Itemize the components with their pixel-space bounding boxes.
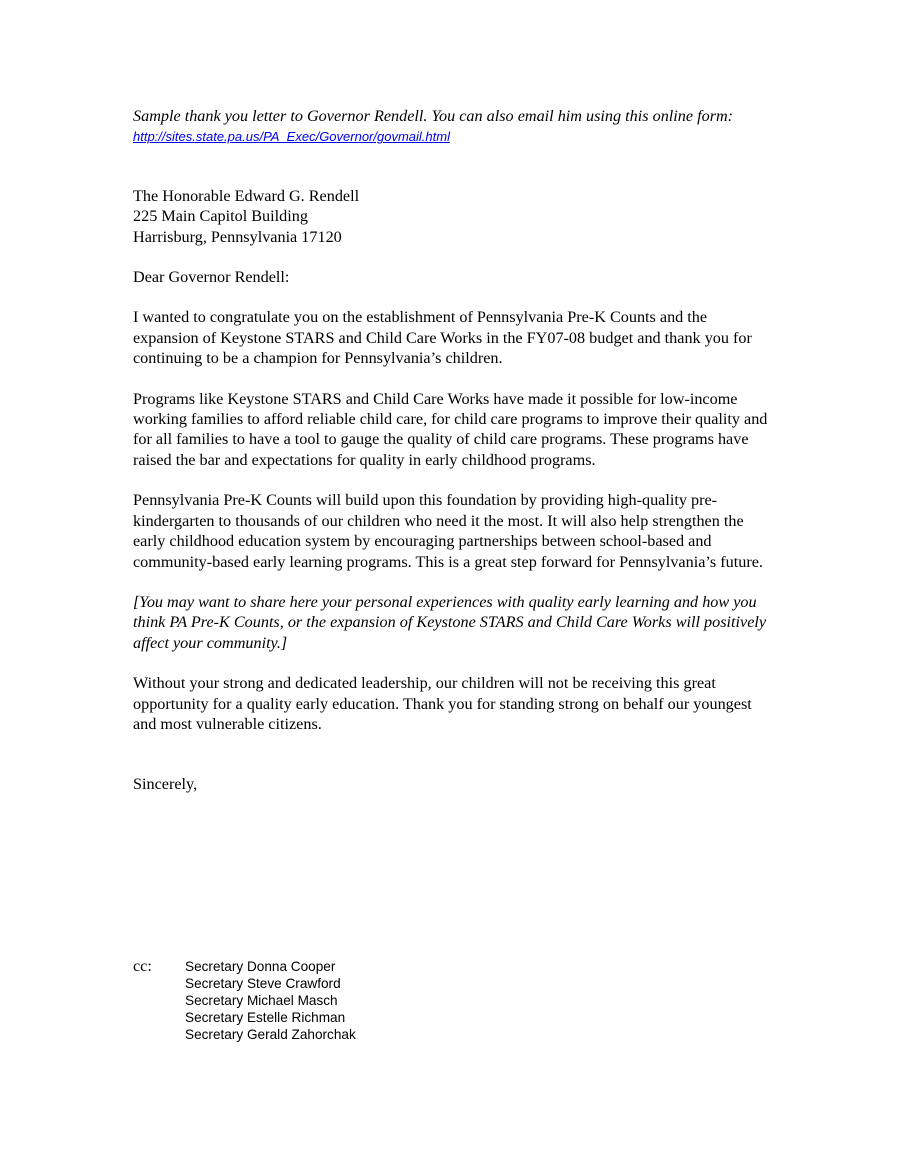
cc-recipient: Secretary Michael Masch (185, 993, 338, 1008)
paragraph-pre-k-counts: Pennsylvania Pre-K Counts will build upon this foundation by providing high-quality pre-kindergarten to thousands of our children who need it the most. It will also help strengthen the early childhood education system by encouraging partnerships between school-based and community-based early learning programs. This is a great step forward for Pennsylvania’s future. (133, 491, 763, 571)
cc-recipient: Secretary Steve Crawford (185, 976, 341, 991)
paragraph-leadership: Without your strong and dedicated leadership, our children will not be receiving this great opportunity for a quality early education. Thank you for standing strong on behalf our youngest and most vulnerable citizens. (133, 674, 752, 733)
intro-note (133, 106, 773, 148)
address-line-name: The Honorable Edward G. Rendell (133, 186, 360, 205)
address-line-street: 225 Main Capitol Building (133, 207, 308, 226)
address-line-city: Harrisburg, Pennsylvania 17120 (133, 227, 342, 246)
cc-label: cc: (133, 957, 152, 975)
paragraph-congratulations: I wanted to congratulate you on the establishment of Pennsylvania Pre-K Counts and the expansion of Keystone STARS and Child Care Works in the FY07-08 budget and thank you for continuing to be a champion for Pennsylvania’s children. (133, 308, 752, 368)
paragraph-programs: Programs like Keystone STARS and Child Care Works have made it possible for low-income working families to afford reliable child care, for child care programs to improve their quality and for all families to have a tool to gauge the quality of child care programs. These programs have raised the bar and expectations for quality in early childhood programs. (133, 389, 768, 469)
cc-recipient: Secretary Gerald Zahorchak (185, 1027, 356, 1042)
governor-email-link[interactable]: http://sites.state.pa.us/PA_Exec/Governor/govmail.html (133, 129, 450, 145)
cc-recipient: Secretary Estelle Richman (185, 1010, 346, 1025)
letter-content (133, 106, 773, 795)
paragraph-personal-experience-prompt: [You may want to share here your personal experiences with quality early learning and how you think PA Pre-K Counts, or the expansion of Keystone STARS and Child Care Works will positively affect your community.] (133, 592, 767, 652)
cc-recipient: Secretary Donna Cooper (185, 959, 336, 974)
closing: Sincerely, (133, 775, 198, 794)
salutation: Dear Governor Rendell: (133, 268, 290, 287)
recipient-address (133, 186, 773, 247)
intro-text: Sample thank you letter to Governor Rendell. You can also email him using this online form: (133, 107, 734, 125)
cc-recipient-list (185, 958, 356, 1043)
